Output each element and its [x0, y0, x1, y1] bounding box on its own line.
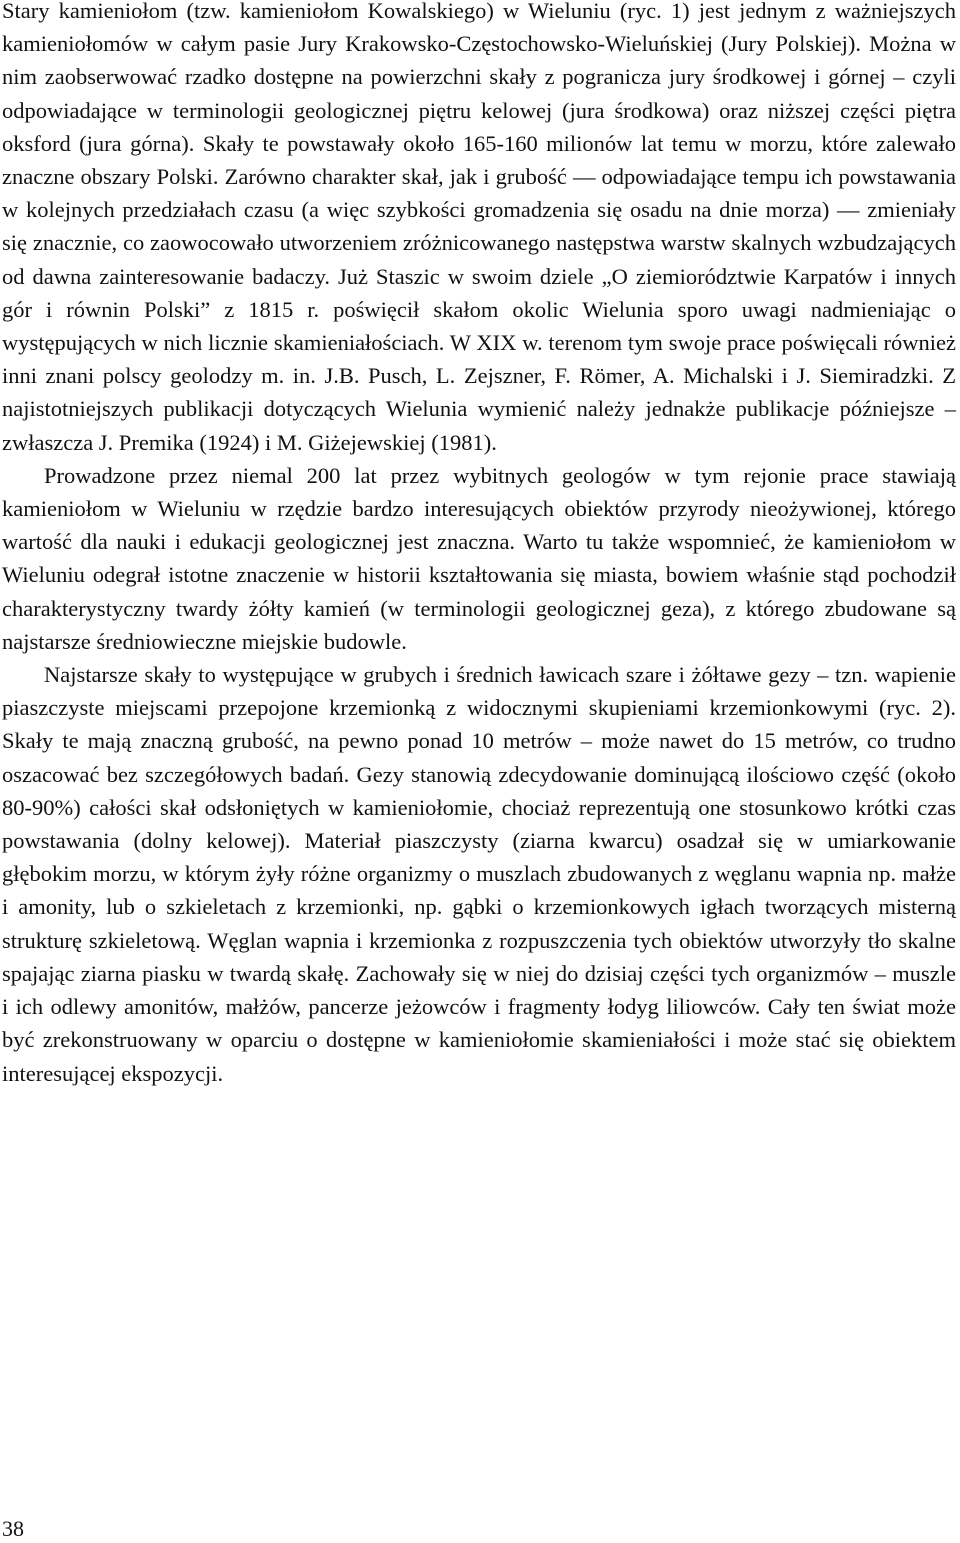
body-text	[2, 0, 956, 1090]
paragraph-continuation: Stary kamieniołom (tzw. kamieniołom Kowalskiego) w Wieluniu (ryc. 1) jest jednym z ważniejszych kamieniołomów w całym pasie Jury Krakowsko-Częstochowsko-Wieluńskiej (Jury Polskiej). Można w nim zaobserwować rzadko dostępne na powierzchni skały z pogranicza jury środkowej i górnej – czyli odpowiadające w terminologii geologicznej piętru kelowej (jura środkowa) oraz niższej części piętra oksford (jura górna). Skały te powstawały około 165-160 milionów lat temu w morzu, które zalewało znaczne obszary Polski. Zarówno charakter skał, jak i grubość — odpowiadające tempu ich powstawania w kolejnych przedziałach czasu (a więc szybkości gromadzenia się osadu na dnie morza) — zmieniały się znacznie, co zaowocowało utworzeniem zróżnicowanego następstwa warstw skalnych wzbudzających od dawna zainteresowanie badaczy. Już Staszic w swoim dziele „O ziemiorództwie Karpatów i innych gór i równin Polski” z 1815 r. poświęcił skałom okolic Wielunia sporo uwagi nadmieniając o występujących w nich licznie skamieniałościach. W XIX w. terenom tym swoje prace poświęcali również inni znani polscy geolodzy m. in. J.B. Pusch, L. Zejszner, F. Römer, A. Michalski i J. Siemiradzki. Z najistotniejszych publikacji dotyczących Wielunia wymienić należy jednakże publikacje późniejsze – zwłaszcza J. Premika (1924) i M. Giżejewskiej (1981).	[2, 0, 956, 455]
page-number: 38	[2, 1516, 24, 1541]
paragraph-research-history: Prowadzone przez niemal 200 lat przez wybitnych geologów w tym rejonie prace stawiają kamieniołom w Wieluniu w rzędzie bardzo interesujących obiektów przyrody nieożywionej, którego wartość dla nauki i edukacji geologicznej jest znaczna. Warto tu także wspomnieć, że kamieniołom w Wieluniu odegrał istotne znaczenie w historii kształtowania się miasta, bowiem właśnie stąd pochodził charakterystyczny twardy żółty kamień (w terminologii geologicznej geza), z którego zbudowane są najstarsze średniowieczne miejskie budowle.	[2, 462, 956, 654]
paragraph-oldest-rocks: Najstarsze skały to występujące w grubych i średnich ławicach szare i żółtawe gezy – tzn. wapienie piaszczyste miejscami przepojone krzemionką z widocznymi skupieniami krzemionkowymi (ryc. 2). Skały te mają znaczną grubość, na pewno ponad 10 metrów – może nawet do 15 metrów, co trudno oszacować bez szczegółowych badań. Gezy stanowią zdecydowanie dominującą ilościowo część (około 80-90%) całości skał odsłoniętych w kamieniołomie, chociaż reprezentują one stosunkowo krótki czas powstawania (dolny kelowej). Materiał piaszczysty (ziarna kwarcu) osadzał się w umiarkowanie głębokim morzu, w którym żyły różne organizmy o muszlach zbudowanych z węglanu wapnia np. małże i amonity, lub o szkieletach z krzemionki, np. gąbki o krzemionkowych igłach tworzących misterną strukturę szkieletową. Węglan wapnia i krzemionka z rozpuszczenia tych obiektów utworzyły tło skalne spajając ziarna piasku w twardą skałę. Zachowały się w niej do dzisiaj części tych organizmów – muszle i ich odlewy amonitów, małżów, pancerze jeżowców i fragmenty łodyg liliowców. Cały ten świat może być zrekonstruowany w oparciu o dostępne w kamieniołomie skamieniałości i może stać się obiektem interesującej ekspozycji.	[2, 662, 956, 1086]
